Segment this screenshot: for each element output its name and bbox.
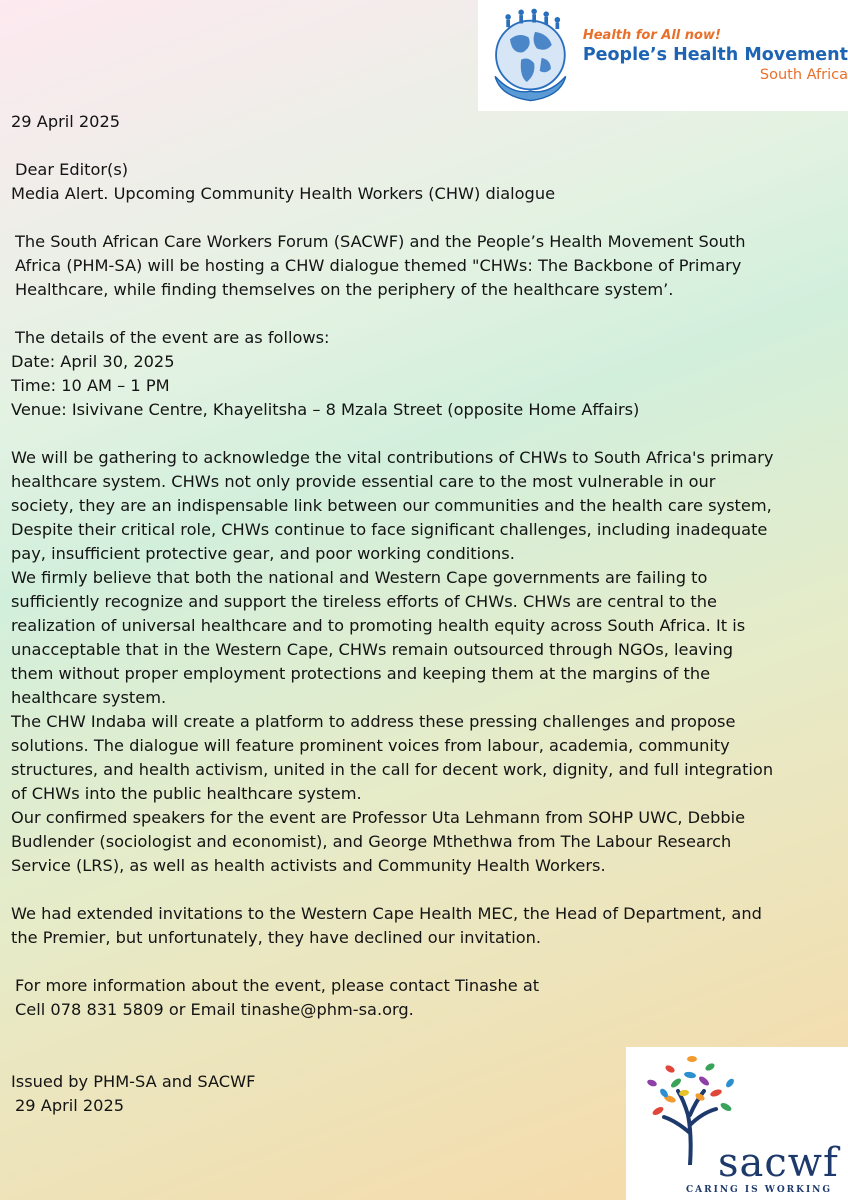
body-paragraph: We firmly believe that both the national and Western Cape governments are failing to sufficiently recognize and support the tireless efforts of CHWs. CHWs are central to the realization of universal healthcare and to promoting health equity across South Africa. It is unacceptable that in the Western Cape, CHWs remain outsourced through NGOs, leaving them without proper employment protections and keeping them at the margins of the healthcare system. [11,568,746,707]
sacwf-wordmark: sacwf [718,1140,839,1186]
letter-date: 29 April 2025 [11,112,121,131]
event-venue: Venue: Isivivane Centre, Khayelitsha – 8 Mzala Street (opposite Home Affairs) [11,400,640,419]
speakers-paragraph: Our confirmed speakers for the event are Professor Uta Lehmann from SOHP UWC, Debbie Budlender (sociologist and economist), and George Mthethwa from The Labour Research Service (LRS), as well as health activists and Community Health Workers. [11,808,746,875]
intro-paragraph: The South African Care Workers Forum (SACWF) and the People’s Health Movement South Africa (PHM-SA) will be hosting a CHW dialogue themed "CHWs: The Backbone of Primary Healthcare, while finding themselves on the periphery of the healthcare system’. [15,232,746,299]
phm-logo [478,0,848,111]
issued-by: Issued by PHM-SA and SACWF [11,1072,256,1091]
details-intro: The details of the event are as follows: [15,328,330,347]
body-paragraph: We will be gathering to acknowledge the vital contributions of CHWs to South Africa's primary healthcare system. CHWs not only provide essential care to the most vulnerable in our society, they are an indispensable link between our communities and the health care system, Despite their critical role, CHWs continue to face significant challenges, including inadequate pay, insufficient protective gear, and poor working conditions. [11,448,774,563]
phm-tagline: Health for All now! [582,27,721,43]
body-paragraph: The CHW Indaba will create a platform to address these pressing challenges and propose solutions. The dialogue will feature prominent voices from labour, academia, community structures, and health activism, united in the call for decent work, dignity, and full integration of CHWs into the public healthcare system. [11,712,774,803]
invitations-paragraph: We had extended invitations to the Western Cape Health MEC, the Head of Department, and the Premier, but unfortunately, they have declined our invitation. [11,904,762,947]
phm-region: South Africa [759,66,848,83]
sacwf-logo [626,1047,848,1200]
phm-logo-text [583,28,848,84]
subject-line: Media Alert. Upcoming Community Health Workers (CHW) dialogue [11,184,556,203]
globe-hands-icon [484,0,577,111]
issued-date: 29 April 2025 [15,1096,125,1115]
sacwf-tagline: CARING IS WORKING [686,1185,833,1195]
event-time: Time: 10 AM – 1 PM [11,376,170,395]
phm-name: People’s Health Movement [582,44,848,65]
event-date: Date: April 30, 2025 [11,352,175,371]
contact-info: For more information about the event, please contact Tinashe at Cell 078 831 5809 or Email tinashe@phm-sa.org. [15,976,540,1019]
media-alert-letter [11,110,847,1118]
salutation: Dear Editor(s) [15,160,129,179]
